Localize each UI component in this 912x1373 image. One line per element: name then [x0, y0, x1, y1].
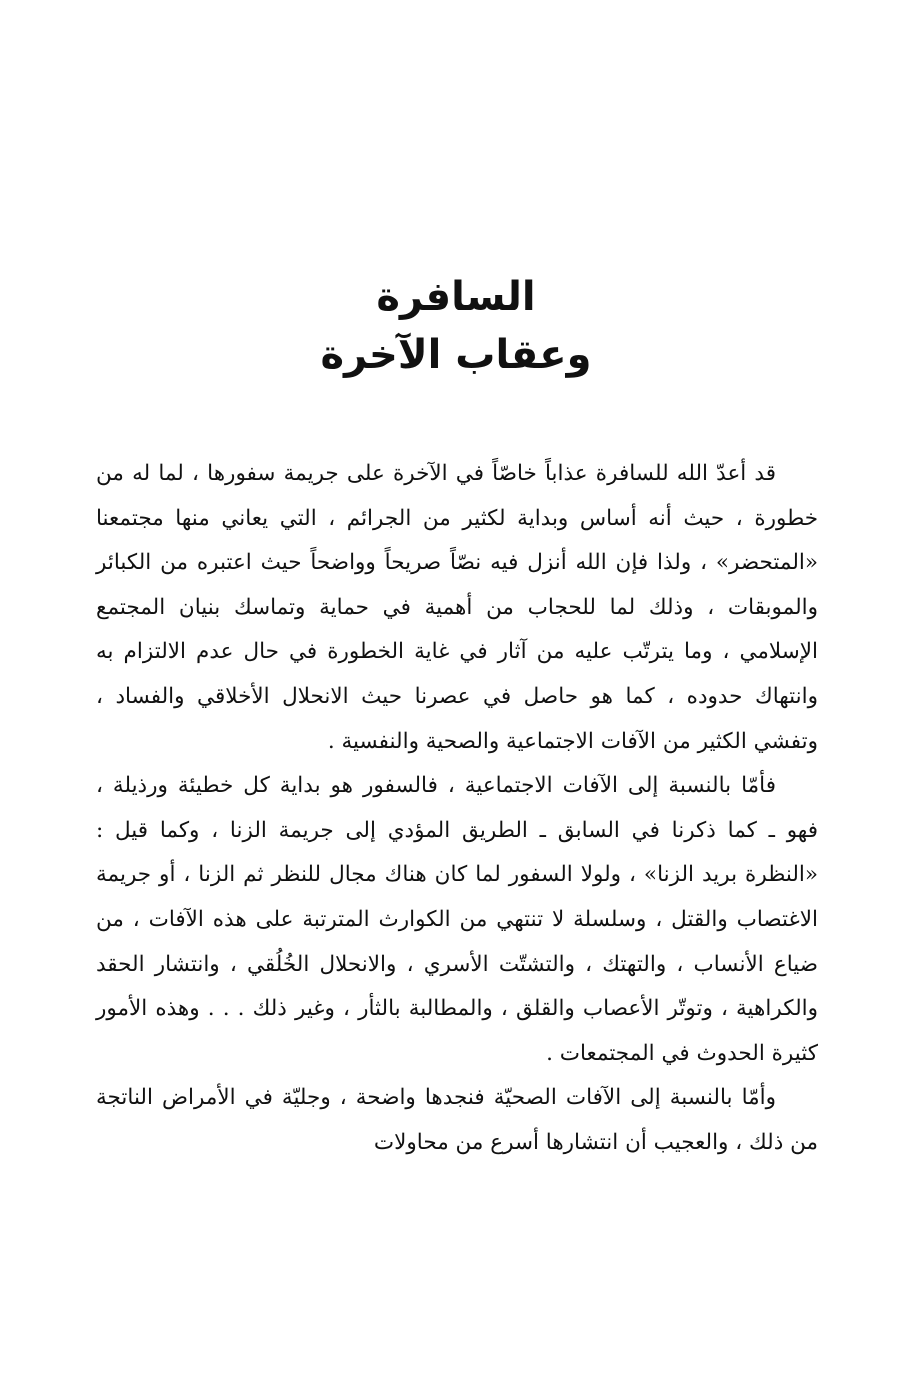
paragraph-1: قد أعدّ الله للسافرة عذاباً خاصّاً في الآخرة على جريمة سفورها ، لما له من خطورة ، حيث أنه أساس وبداية لكثير من الجرائم ، التي يعاني منها مجتمعنا «المتحضر» ، ولذا فإن الله أنزل فيه نصّاً صريحاً وواضحاً حيث اعتبره من الكبائر والموبقات ، وذلك لما للحجاب من أهمية في حماية وتماسك بنيان المجتمع الإسلامي ، وما يترتّب عليه من آثار في غاية الخطورة في حال عدم الالتزام به وانتهاك حدوده ، كما هو حاصل في عصرنا حيث الانحلال الأخلاقي والفساد ، وتفشي الكثير من الآفات الاجتماعية والصحية والنفسية . [96, 461, 818, 754]
chapter-title-line-1: السافرة [376, 274, 536, 320]
paragraph-2: فأمّا بالنسبة إلى الآفات الاجتماعية ، فالسفور هو بداية كل خطيئة ورذيلة ، فهو ـ كما ذكرنا في السابق ـ الطريق المؤدي إلى جريمة الزنا ، وكما قيل : «النظرة بريد الزنا» ، ولولا السفور لما كان هناك مجال للنظر ثم الزنا ، أو جريمة الاغتصاب والقتل ، وسلسلة لا تنتهي من الكوارث المترتبة على هذه الآفات ، من ضياع الأنساب ، والتهتك ، والتشتّت الأسري ، والانحلال الخُلُقي ، وانتشار الحقد والكراهية ، وتوتّر الأعصاب والقلق ، والمطالبة بالثأر ، وغير ذلك . . . وهذه الأمور كثيرة الحدوث في المجتمعات . [96, 773, 818, 1066]
paragraph-3: وأمّا بالنسبة إلى الآفات الصحيّة فنجدها واضحة ، وجليّة في الأمراض الناتجة من ذلك ، والعجيب أن انتشارها أسرع من محاولات [96, 1085, 818, 1155]
chapter-title [0, 268, 912, 384]
body-text [96, 452, 818, 1166]
chapter-title-line-2: وعقاب الآخرة [320, 332, 592, 378]
